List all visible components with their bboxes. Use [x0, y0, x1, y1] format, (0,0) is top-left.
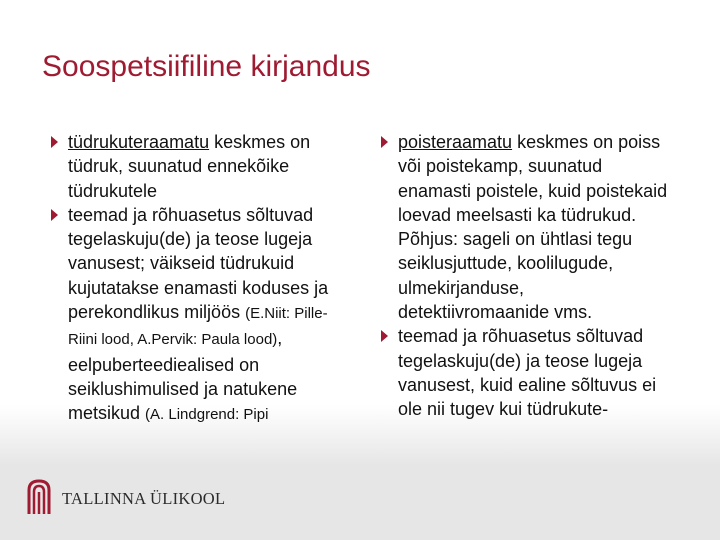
slide-title: Soospetsiifiline kirjandus	[42, 50, 371, 83]
bullet-arrow-icon	[381, 136, 388, 148]
right-bullet-2-text: teemad ja rõhuasetus sõltuvad tegelaskuju(de) ja teose lugeja vanusest, kuid ealine sõltuvus ei ole nii tugev kui tüdrukute-	[398, 326, 657, 420]
left-bullet-1-text: keskmes on tüdruk, suunatud ennekõike tüdrukutele	[68, 132, 311, 201]
left-bullet-2-text-continued: , eelpuberteediealised on seiklushimulised ja natukene metsikud	[68, 328, 298, 424]
left-column	[50, 130, 350, 428]
right-bullet-1-text: keskmes on poiss või poistekamp, suunatud enamasti poistele, kuid poistekaid loevad meelsasti ka tüdrukud. Põhjus: sageli on ühtlasi tegu seiklusjuttude, koolilugude, ulmekirjanduse, detektiivromaanide vms.	[398, 132, 668, 323]
left-bullet-2-reference-2: (A. Lindgrend: Pipi	[145, 406, 269, 424]
left-bullet-2	[50, 203, 350, 428]
right-bullet-2	[380, 324, 680, 421]
left-bullet-1-underlined: tüdrukuteraamatu	[68, 132, 210, 152]
right-column	[380, 130, 680, 422]
university-logo-icon	[26, 478, 52, 516]
right-bullet-1-underlined: poisteraamatu	[398, 132, 513, 152]
bullet-arrow-icon	[51, 136, 58, 148]
bullet-arrow-icon	[51, 209, 58, 221]
right-bullet-1	[380, 130, 680, 324]
bullet-arrow-icon	[381, 330, 388, 342]
left-bullet-2-reference-1: (E.Niit: Pille-Riini lood, A.Pervik: Paula lood)	[68, 305, 328, 349]
left-bullet-2-text: teemad ja rõhuasetus sõltuvad tegelaskuju(de) ja teose lugeja vanusest; väikseid tüdrukuid kujutatakse enamasti koduses ja perekondlikus miljöös	[68, 204, 329, 323]
university-logo-text: TALLINNA ÜLIKOOL	[62, 489, 226, 508]
left-bullet-1	[50, 130, 350, 203]
